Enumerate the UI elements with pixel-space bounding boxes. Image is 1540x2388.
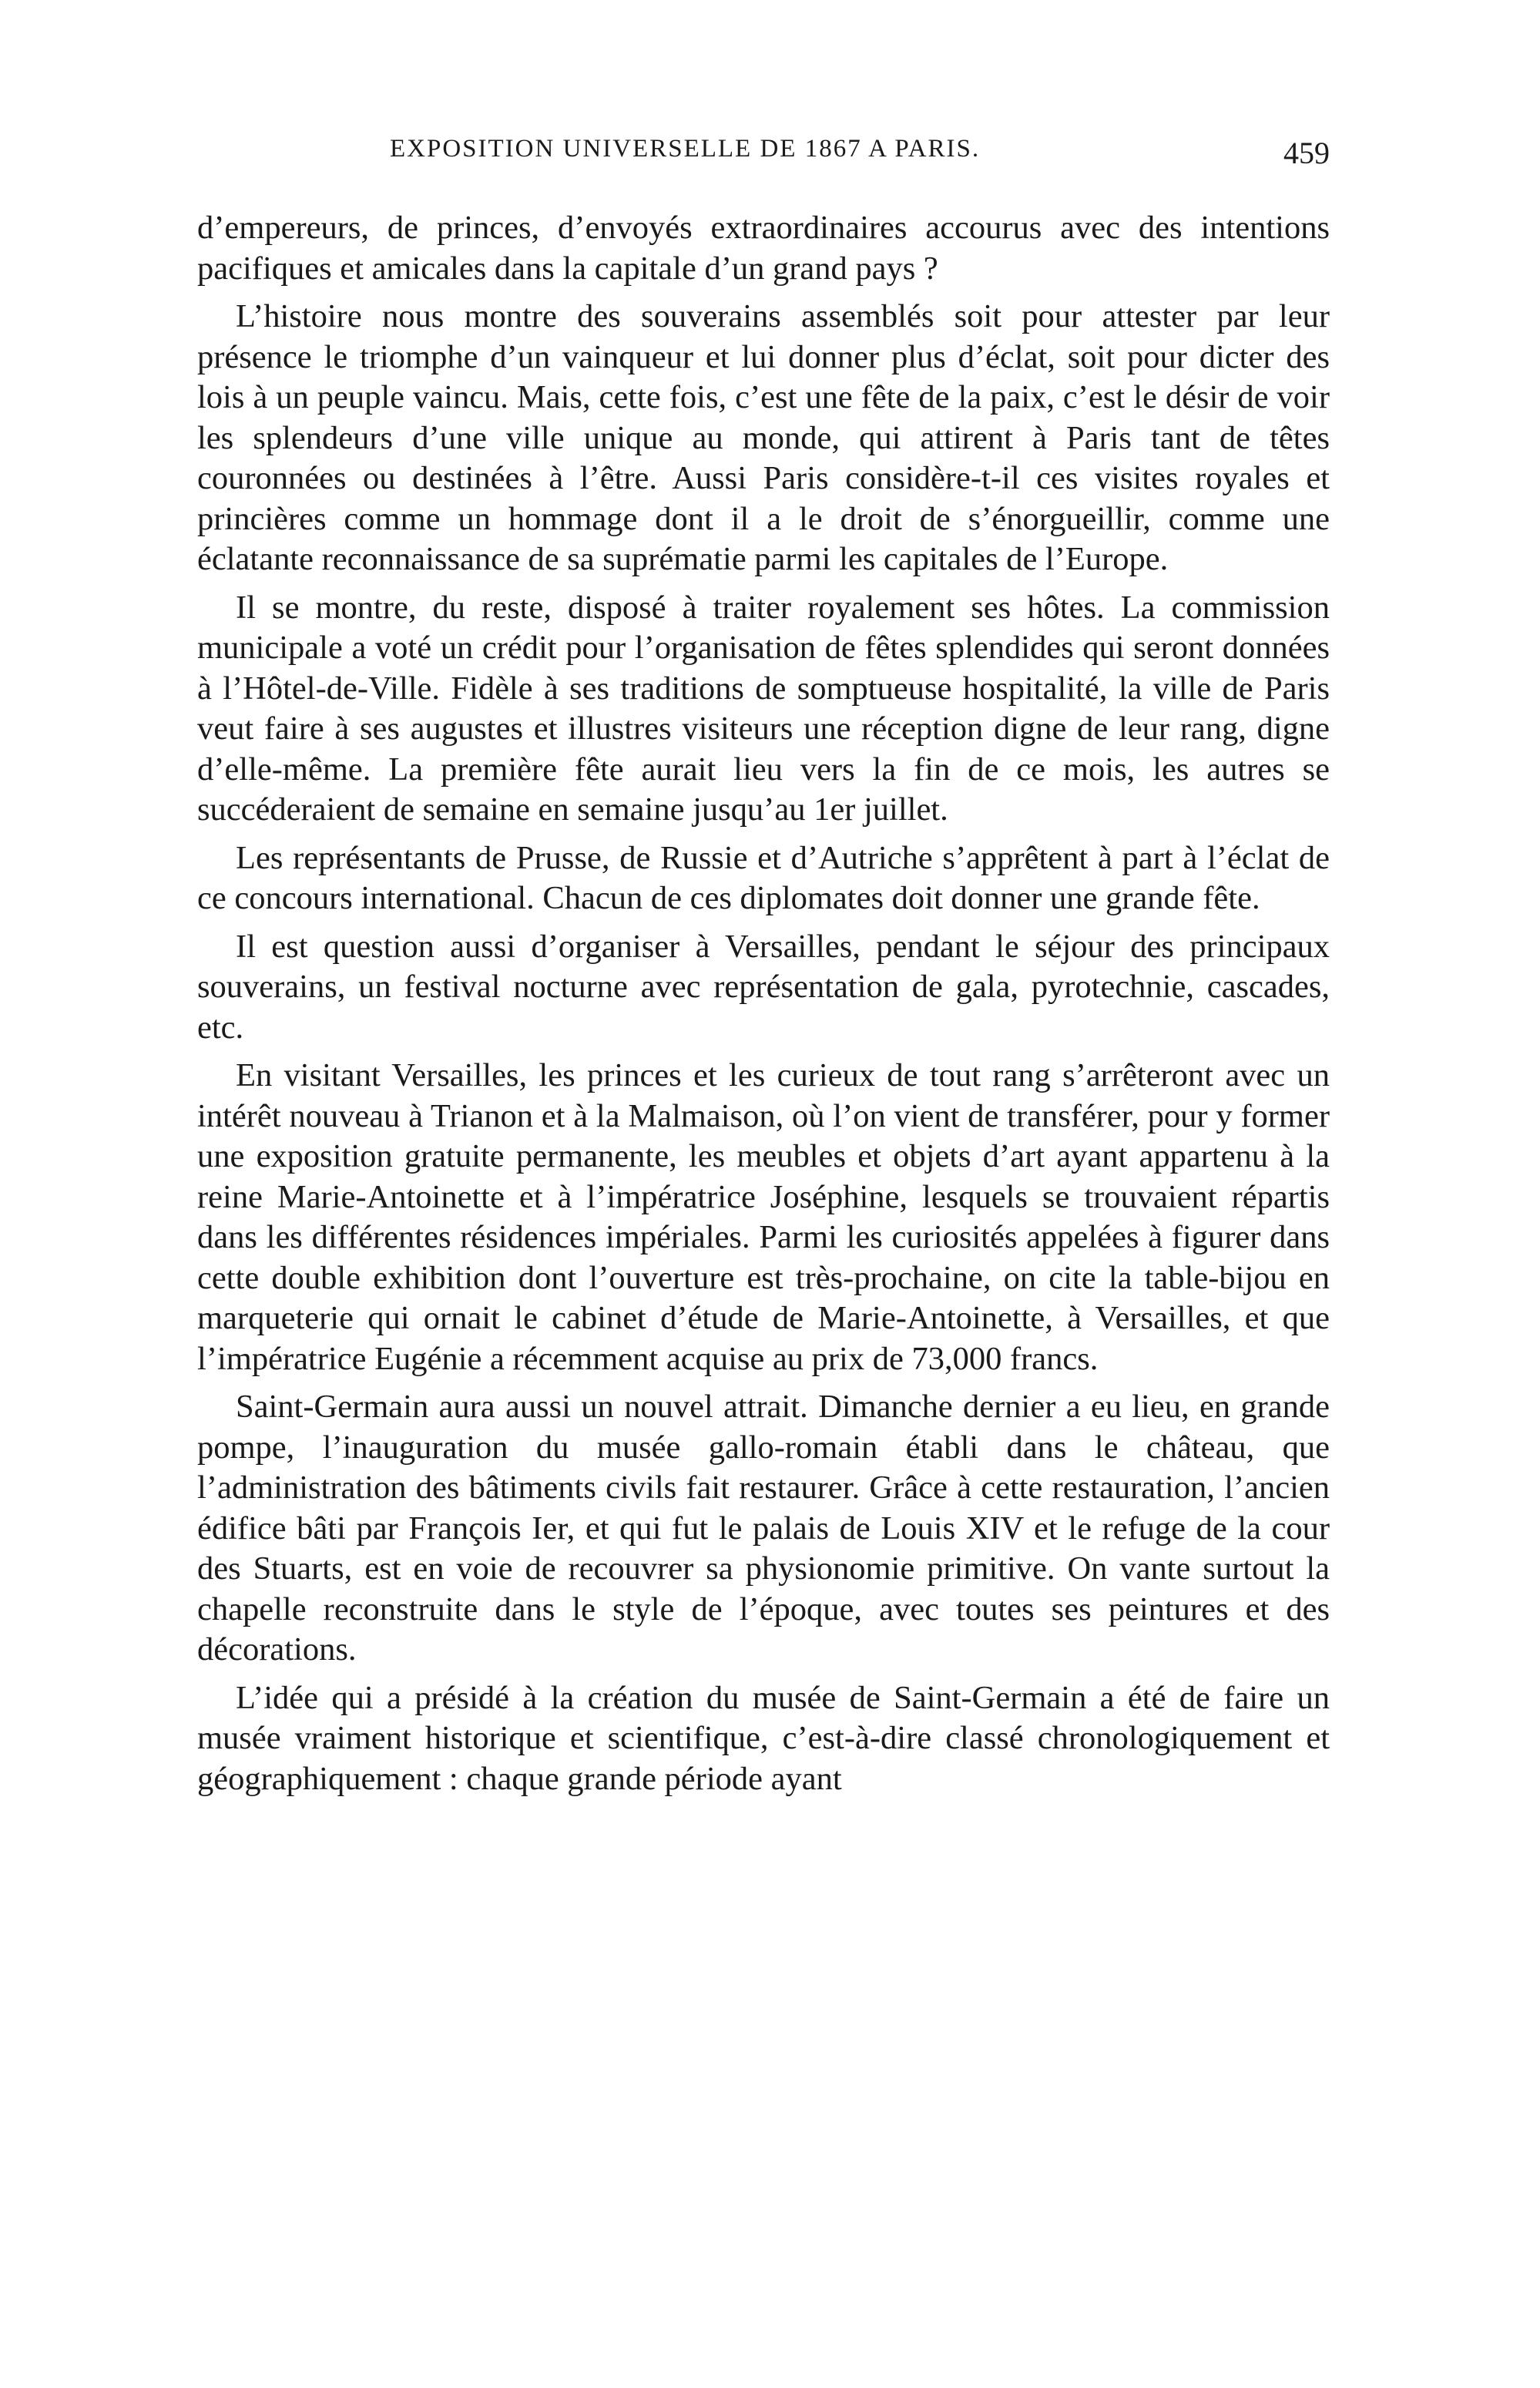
paragraph: L’histoire nous montre des souverains assemblés soit pour attester par leur présence le triomphe d’un vainqueur et lui donner plus d’éclat, soit pour dicter des lois à un peuple vaincu. Mais, cette fois, c’est une fête de la paix, c’est le désir de voir les splendeurs d’une ville unique au monde, qui attirent à Paris tant de têtes couronnées ou destinées à l’être. Aussi Paris considère-t-il ces visites royales et princières comme un hommage dont il a le droit de s’énorgueillir, comme une éclatante reconnaissance de sa suprématie parmi les capitales de l’Europe.: [197, 298, 1330, 577]
paragraph: Il est question aussi d’organiser à Versailles, pendant le séjour des principaux souverains, un festival nocturne avec représentation de gala, pyrotechnie, cascades, etc.: [197, 928, 1330, 1046]
paragraph: Il se montre, du reste, disposé à traiter royalement ses hôtes. La commission municipale a voté un crédit pour l’organisation de fêtes splendides qui seront données à l’Hôtel-de-Ville. Fidèle à ses traditions de somptueuse hospitalité, la ville de Paris veut faire à ses augustes et illustres visiteurs une réception digne de leur rang, digne d’elle-même. La première fête aurait lieu vers la fin de ce mois, les autres se succéderaient de semaine en semaine jusqu’au 1er juillet.: [197, 589, 1330, 828]
paragraph: L’idée qui a présidé à la création du musée de Saint-Germain a été de faire un musée vraiment historique et scientifique, c’est-à-dire classé chronologiquement et géographiquement : chaque grande période ayant: [197, 1679, 1330, 1797]
paragraph: En visitant Versailles, les princes et les curieux de tout rang s’arrêteront avec un intérêt nouveau à Trianon et à la Malmaison, où l’on vient de transférer, pour y former une exposition gratuite permanente, les meubles et objets d’art ayant appartenu à la reine Marie-Antoinette et à l’impératrice Joséphine, lesquels se trouvaient répartis dans les différentes résidences impériales. Parmi les curiosités appelées à figurer dans cette double exhibition dont l’ouverture est très-prochaine, on cite la table-bijou en marqueterie qui ornait le cabinet d’étude de Marie-Antoinette, à Versailles, et que l’impératrice Eugénie a récemment acquise au prix de 73,000 francs.: [197, 1057, 1330, 1377]
running-title: EXPOSITION UNIVERSELLE DE 1867 A PARIS.: [390, 135, 981, 163]
paragraph: Les représentants de Prusse, de Russie et d’Autriche s’apprêtent à part à l’éclat de ce concours international. Chacun de ces diplomates doit donner une grande fête.: [197, 839, 1330, 916]
page-number: 459: [1283, 136, 1330, 170]
body-text: [197, 208, 1330, 1807]
paragraph: d’empereurs, de princes, d’envoyés extraordinaires accourus avec des intentions pacifiques et amicales dans la capitale d’un grand pays ?: [197, 210, 1330, 287]
paragraph: Saint-Germain aura aussi un nouvel attrait. Dimanche dernier a eu lieu, en grande pompe, l’inauguration du musée gallo-romain établi dans le château, que l’administration des bâtiments civils fait restaurer. Grâce à cette restauration, l’ancien édifice bâti par François Ier, et qui fut le palais de Louis XIV et le refuge de la cour des Stuarts, est en voie de recouvrer sa physionomie primitive. On vante surtout la chapelle reconstruite dans le style de l’époque, avec toutes ses peintures et des décorations.: [197, 1389, 1330, 1668]
running-head: [197, 135, 1330, 181]
